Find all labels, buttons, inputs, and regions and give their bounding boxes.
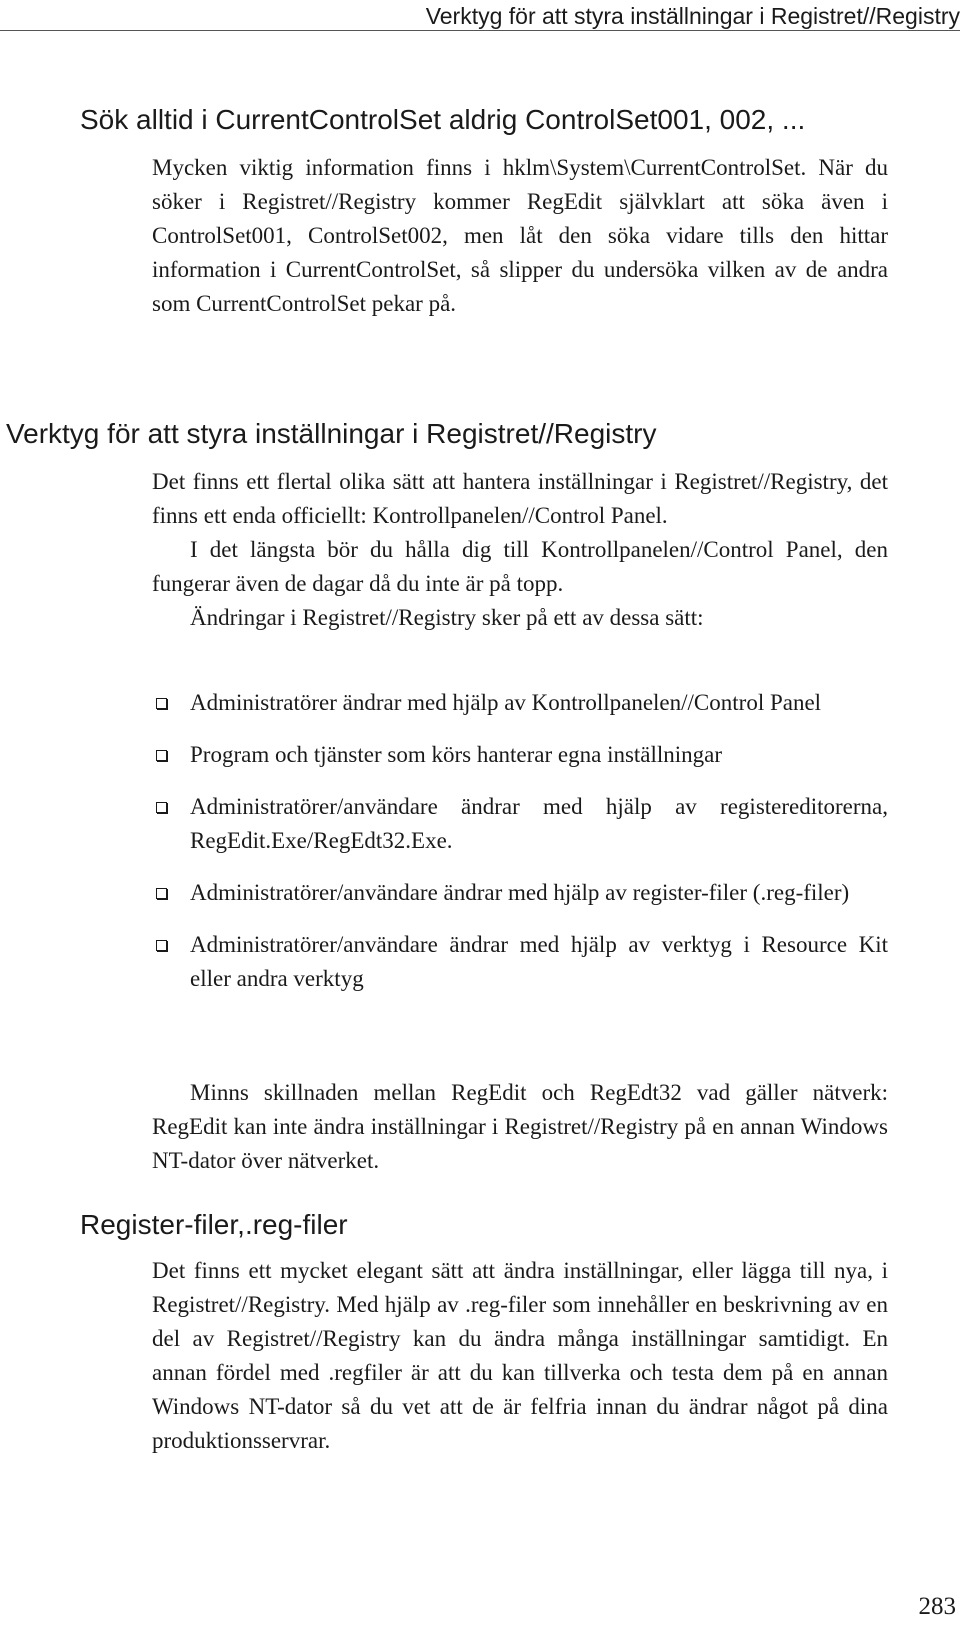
checkbox-bullet-icon xyxy=(156,802,167,813)
list-item-text: Program och tjänster som körs hanterar egna inställningar xyxy=(190,742,723,767)
list-item xyxy=(152,790,888,858)
paragraph-regfiles xyxy=(152,1254,888,1458)
paragraphs-tools xyxy=(152,465,888,635)
list-item-text: Administratörer/användare ändrar med hjälp av register-filer (.reg-filer) xyxy=(190,880,850,905)
running-header-title: Verktyg för att styra inställningar i Registret//Registry xyxy=(425,3,960,29)
heading-controlset: Sök alltid i CurrentControlSet aldrig ControlSet001, 002, ... xyxy=(80,104,806,135)
heading-regfiles: Register-filer,.reg-filer xyxy=(80,1209,348,1240)
checkbox-bullet-icon xyxy=(156,750,167,761)
paragraph-minns-text: Minns skillnaden mellan RegEdit och RegEdt32 vad gäller nätverk: RegEdit kan inte ändra inställningar i Registret//Registry på en annan Windows NT-dator över nätverket. xyxy=(152,1080,888,1173)
paragraph-controlset xyxy=(152,151,888,321)
list-item-text: Administratörer/användare ändrar med hjälp av registereditorerna, RegEdit.Exe/RegEdt32.Exe. xyxy=(190,794,888,853)
running-header xyxy=(0,0,960,31)
checkbox-bullet-icon xyxy=(156,888,167,899)
list-item xyxy=(152,876,888,910)
change-methods-list xyxy=(152,686,888,1014)
list-item xyxy=(152,686,888,720)
checkbox-bullet-icon xyxy=(156,940,167,951)
paragraph-regfiles-text: Det finns ett mycket elegant sätt att ändra inställningar, eller lägga till nya, i Registret//Registry. Med hjälp av .reg-filer som innehåller en beskrivning av en del av Registret//Registry kan du ändra många inställningar samtidigt. En annan fördel med .regfiler är att du kan tillverka och testa dem på en annan Windows NT-dator så du vet att de är felfria innan du ändrar något på dina produktionsservrar. xyxy=(152,1258,888,1453)
paragraph-tools-advice: I det längsta bör du hålla dig till Kontrollpanelen//Control Panel, den fungerar även de dagar då du inte är på topp. xyxy=(152,537,888,596)
paragraph-minns xyxy=(152,1076,888,1178)
list-item-text: Administratörer ändrar med hjälp av Kontrollpanelen//Control Panel xyxy=(190,690,822,715)
list-item xyxy=(152,928,888,996)
list-item xyxy=(152,738,888,772)
heading-tools: Verktyg för att styra inställningar i Registret//Registry xyxy=(6,418,657,449)
paragraph-tools-changes: Ändringar i Registret//Registry sker på ett av dessa sätt: xyxy=(190,605,704,630)
paragraph-controlset-text: Mycken viktig information finns i hklm\System\CurrentControlSet. När du söker i Registret//Registry kommer RegEdit självklart att söka även i ControlSet001, ControlSet002, men låt den söka vidare tills den hittar information i CurrentControlSet, så slipper du undersöka vilken av de andra som CurrentControlSet pekar på. xyxy=(152,155,888,316)
paragraph-tools-intro: Det finns ett flertal olika sätt att hantera inställningar i Registret//Registry, det finns ett enda officiellt: Kontrollpanelen//Control Panel. xyxy=(152,469,888,528)
checkbox-bullet-icon xyxy=(156,698,167,709)
page-number: 283 xyxy=(918,1593,956,1620)
list-item-text: Administratörer/användare ändrar med hjälp av verktyg i Resource Kit eller andra verktyg xyxy=(190,932,888,991)
